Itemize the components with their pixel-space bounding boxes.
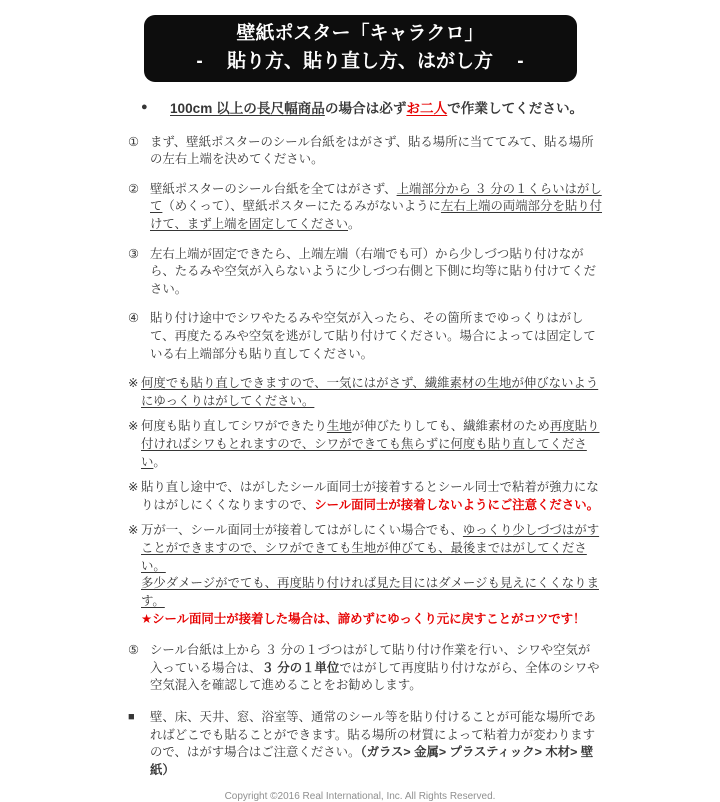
text-segment: お二人 xyxy=(406,101,448,117)
text-segment: 上端部分から ３ 分の１くらいはがして xyxy=(150,181,602,214)
text-segment: 。 xyxy=(153,454,166,469)
text-segment: （ガラス> 金属> プラスティック> 木材> 壁紙） xyxy=(150,745,594,777)
copyright-footer: Copyright ©2016 Real International, Inc. All Rights Reserved. xyxy=(224,791,496,802)
text-segment: シール台紙は上から ３ 分の１づつはがして貼り付け作業を行い、シワや空気が入っている場合は、 xyxy=(150,643,591,675)
item-marker: ● xyxy=(141,101,148,114)
item-marker: ※ xyxy=(128,419,139,434)
title-line-1: 壁紙ポスター「キャラクロ」 xyxy=(236,23,484,44)
text-segment: 貼り付け途中でシワやたるみや空気が入ったら、その箇所までゆっくりはがして、再度たるみや空気を逃がして貼り付けてください。場合によっては固定している右上端部分も貼り直してください。 xyxy=(150,311,596,361)
item-marker: ※ xyxy=(128,523,139,538)
text-segment: 何度でも貼り直しできますので、一気にはがさず、繊維素材の生地が伸びないようにゆっくりはがしてください。 xyxy=(141,376,599,408)
item-text xyxy=(150,181,602,234)
text-segment: ★シール面同士が接着した場合は、諦めずにゆっくり元に戻すことがコツです！ xyxy=(141,611,586,626)
text-segment: （めくって）、壁紙ポスターにたるみがないように xyxy=(162,199,441,214)
text-segment: 壁紙ポスターのシール台紙を全てはがさず、 xyxy=(150,181,397,196)
text-segment: 多少ダメージがでても、再度貼り付ければ見た目にはダメージも見えにくくなります。 xyxy=(141,576,599,608)
instruction-item xyxy=(128,522,602,628)
instruction-item xyxy=(128,99,602,118)
item-marker: ※ xyxy=(128,376,139,391)
item-marker: ① xyxy=(128,134,140,149)
instruction-item xyxy=(128,375,602,410)
instruction-item xyxy=(128,134,602,169)
item-marker: ④ xyxy=(128,311,140,326)
text-segment: 壁、床、天井、窓、浴室等、通常のシール等を貼り付けることが可能な場所であればどこでも貼ることができます。貼る場所の材質によって粘着力が変わりますので、はがす場合はご注意ください。 xyxy=(150,709,596,760)
text-segment: が伸びたりしても、繊維素材のため xyxy=(351,419,550,434)
text-segment: 100cm 以上の長尺幅商品 xyxy=(170,101,325,117)
item-marker: ⑤ xyxy=(128,643,140,658)
text-segment: ではがして再度貼り付けながら、全体のシワや空気混入を確認して進めることをお勧めします。 xyxy=(150,660,600,693)
text-segment: 何度も貼り直してシワができたり xyxy=(141,419,327,434)
title-banner xyxy=(144,15,577,82)
text-segment: 貼り直し途中で、はがしたシール面同士が接着するとシール同士で粘着が強力になりはがしにくくなりますので、 xyxy=(141,480,599,512)
text-segment: まず、壁紙ポスターのシール台紙をはがさず、貼る場所に当ててみて、貼る場所の左右上端を決めてください。 xyxy=(150,134,594,167)
text-segment: 左右上端の両端部分を貼り付けて、まず上端を固定してください xyxy=(150,199,603,231)
item-marker: ② xyxy=(128,181,140,196)
item-marker: ■ xyxy=(128,710,135,723)
item-text xyxy=(150,246,602,299)
instruction-item xyxy=(128,310,602,363)
item-text xyxy=(150,642,602,695)
text-segment: の場合は必ず xyxy=(324,101,407,117)
text-segment: シール面同士が接着しないようにご注意ください。 xyxy=(314,497,599,512)
instruction-sheet xyxy=(0,15,720,802)
instructions-body xyxy=(128,99,602,779)
item-text xyxy=(150,134,602,169)
instruction-item xyxy=(128,642,602,695)
item-text xyxy=(141,522,602,628)
item-marker: ③ xyxy=(128,246,140,261)
item-text xyxy=(150,310,602,363)
item-text xyxy=(141,418,602,471)
text-segment: で作業してください。 xyxy=(447,101,584,117)
text-segment: 生地 xyxy=(326,419,352,434)
instruction-item xyxy=(128,246,602,299)
item-text xyxy=(141,479,602,514)
text-segment: ゆっくり少しづづはがすことができますので、シワができても生地が伸びても、最後まではがしてください。 xyxy=(141,523,600,573)
text-segment: 左右上端が固定できたら、上端左端（右端でも可）から少しづつ貼り付けながら、たるみや空気が入らないように少しづつ右側と下側に均等に貼り付けてください。 xyxy=(150,246,597,296)
item-marker: ※ xyxy=(128,480,139,495)
instruction-item xyxy=(128,418,602,471)
item-text xyxy=(170,99,602,118)
instruction-item xyxy=(128,479,602,514)
instruction-item xyxy=(128,181,602,234)
text-segment: 万が一、シール面同士が接着してはがしにくい場合でも、 xyxy=(141,523,463,538)
text-segment: 。 xyxy=(348,216,361,231)
text-segment: ３ 分の１単位 xyxy=(261,660,340,675)
text-segment: 再度貼り付ければシワもとれますので、シワができても焦らずに何度も貼り直してください xyxy=(141,419,600,469)
item-text xyxy=(141,375,602,410)
title-line-2: - 貼り方、貼り直し方、はがし方 - xyxy=(196,51,524,73)
